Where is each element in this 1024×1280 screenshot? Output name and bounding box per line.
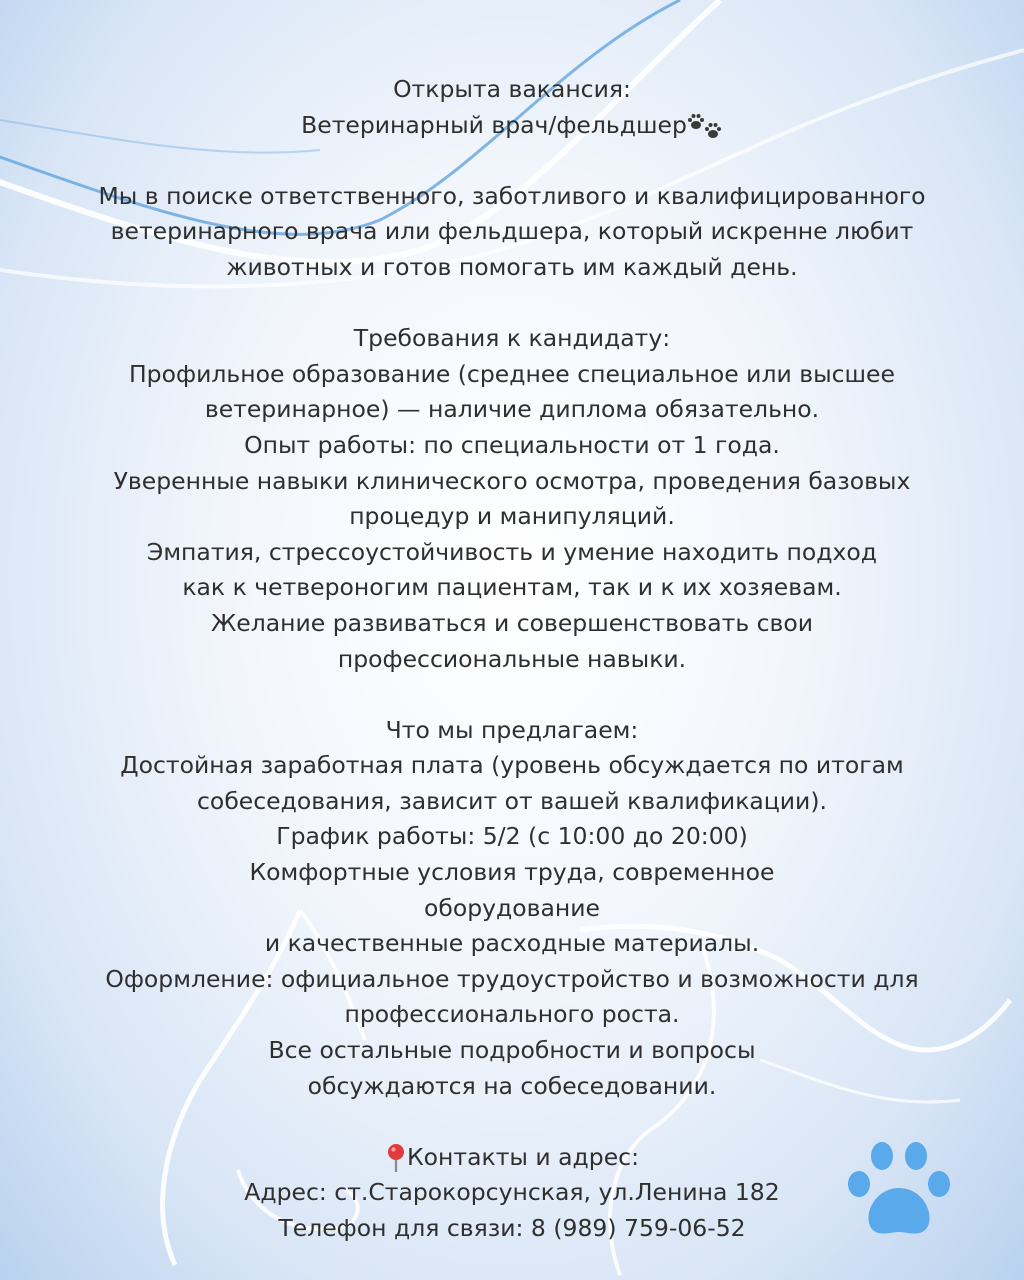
requirements-title: Требования к кандидату: [353, 324, 671, 353]
offer-line: Оформление: официальное трудоустройство и возможности для [105, 964, 919, 993]
vacancy-title: Ветеринарный врач/фельдшер [301, 110, 687, 139]
contacts-title-line [60, 1140, 964, 1176]
intro-line: Мы в поиске ответственного, заботливого и квалифицированного [98, 181, 926, 210]
offer-line: обсуждаются на собеседовании. [307, 1071, 717, 1100]
intro-line: ветеринарного врача или фельдшера, который искренне любит [110, 217, 914, 246]
vacancy-open-line: Открыта вакансия: [393, 75, 631, 103]
requirements-line: как к четвероногим пациентам, так и к их хозяевам. [182, 573, 842, 602]
offer-line: Комфортные условия труда, современное [249, 858, 775, 887]
requirements-line: ветеринарное) — наличие диплома обязательно. [204, 395, 820, 424]
requirements-line: Уверенные навыки клинического осмотра, проведения базовых [113, 466, 911, 495]
requirements-line: процедур и манипуляций. [349, 502, 675, 531]
intro-line: животных и готов помогать им каждый день. [226, 252, 798, 281]
vacancy-announcement [60, 72, 964, 1247]
contacts-title: Контакты и адрес: [406, 1142, 640, 1171]
offer-line: оборудование [423, 893, 601, 922]
requirements-line: Профильное образование (среднее специальное или высшее [129, 359, 895, 388]
offer-line: График работы: 5/2 (с 10:00 до 20:00) [276, 822, 748, 851]
requirements-line: Желание развиваться и совершенствовать свои [210, 608, 814, 637]
requirements-line: профессиональные навыки. [337, 644, 687, 673]
contact-phone[interactable]: Телефон для связи: 8 (989) 759-06-52 [278, 1214, 746, 1242]
offer-line: Достойная заработная плата (уровень обсуждается по итогам [120, 751, 904, 780]
requirements-line: Опыт работы: по специальности от 1 года. [244, 430, 780, 459]
contact-address: Адрес: ст.Старокорсунская, ул.Ленина 182 [244, 1178, 780, 1207]
vacancy-title-line [60, 108, 964, 144]
offer-title: Что мы предлагаем: [385, 715, 639, 744]
requirements-line: Эмпатия, стрессоустойчивость и умение находить подход [146, 537, 878, 566]
pin-icon [385, 1143, 407, 1173]
paw-prints-icon [687, 111, 723, 141]
offer-line: собеседования, зависит от вашей квалификации). [197, 786, 827, 815]
offer-line: Все остальные подробности и вопросы [268, 1036, 756, 1065]
offer-line: и качественные расходные материалы. [264, 929, 760, 958]
offer-line: профессионального роста. [344, 1000, 680, 1029]
